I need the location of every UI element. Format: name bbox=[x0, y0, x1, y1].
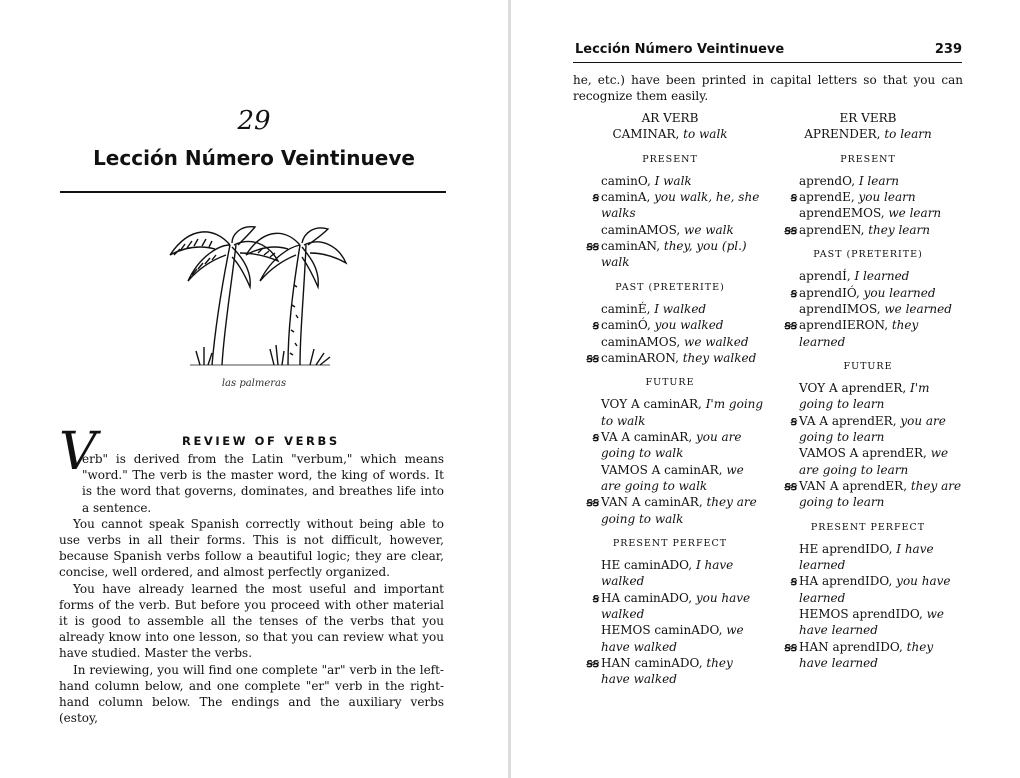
plural-marker: ꞩꞩ bbox=[784, 222, 797, 237]
infinitive-form: CAMINAR, bbox=[612, 127, 680, 142]
verb-gloss: I walked bbox=[654, 301, 707, 316]
verb-gloss: we have walked bbox=[601, 623, 744, 654]
infinitive-meaning: to learn bbox=[884, 127, 932, 142]
section-heading: REVIEW OF VERBS bbox=[182, 434, 340, 448]
verb-gloss: they learn bbox=[868, 222, 931, 237]
verb-infinitive bbox=[575, 126, 765, 142]
plural-marker: ꞩꞩ bbox=[784, 639, 797, 654]
palm-trees-illustration bbox=[160, 215, 350, 375]
tense-heading: PRESENT bbox=[840, 153, 896, 165]
verb-form: VAMOS A caminAR, bbox=[601, 462, 723, 477]
verb-gloss: I learn bbox=[858, 173, 899, 188]
conjugation-row bbox=[773, 639, 963, 672]
paragraph: You have already learned the most useful and important forms of the verb. But before you proceed with other material it is good to assemble all the tenses of the verbs that you already know into one lesson, so that you can review what you have studied. Master the verbs. bbox=[59, 581, 444, 661]
conjugation-row bbox=[575, 189, 765, 222]
verb-gloss: I'm going to learn bbox=[799, 381, 930, 412]
verb-gloss: they are going to walk bbox=[601, 495, 757, 526]
verb-form: aprendÍ, bbox=[799, 269, 851, 284]
conjugation-row bbox=[773, 478, 963, 511]
continuation-text: he, etc.) have been printed in capital letters so that you can recognize them easily. bbox=[573, 73, 963, 103]
verb-gloss: you have learned bbox=[799, 574, 951, 605]
verb-gloss: they, you (pl.) walk bbox=[601, 239, 747, 270]
header-rule bbox=[573, 62, 962, 63]
verb-form: VOY A caminAR, bbox=[601, 397, 702, 412]
verb-form: VOY A aprendER, bbox=[799, 381, 907, 396]
tense-heading: PRESENT bbox=[642, 153, 698, 165]
conjugation-row bbox=[773, 222, 963, 238]
tense-heading: PAST (PRETERITE) bbox=[615, 281, 725, 293]
running-head: Lección Número Veintinueve bbox=[575, 42, 785, 57]
infinitive-form: APRENDER, bbox=[804, 127, 881, 142]
plural-marker: ꞩ bbox=[592, 190, 599, 205]
verb-form: HE caminADO, bbox=[601, 558, 693, 573]
verb-gloss: I have walked bbox=[601, 558, 734, 589]
plural-marker: ꞩꞩ bbox=[586, 239, 599, 254]
verb-form: VAMOS A aprendER, bbox=[799, 446, 927, 461]
conjugation-row bbox=[773, 173, 963, 189]
conjugation-row bbox=[575, 396, 765, 429]
chapter-divider bbox=[60, 191, 446, 193]
tense-heading: FUTURE bbox=[645, 377, 695, 389]
verb-type-label: AR VERB bbox=[641, 111, 699, 125]
tense-heading: PRESENT PERFECT bbox=[612, 537, 728, 549]
plural-marker: ꞩꞩ bbox=[586, 495, 599, 510]
tense-heading: FUTURE bbox=[843, 360, 893, 372]
verb-gloss: they have learned bbox=[799, 639, 934, 670]
body-text bbox=[59, 451, 444, 726]
verb-form: caminÓ, bbox=[601, 318, 651, 333]
verb-form: aprendEMOS, bbox=[799, 206, 885, 221]
chapter-title: Lección Número Veintinueve bbox=[93, 146, 415, 170]
verb-gloss: I have learned bbox=[799, 541, 934, 573]
plural-marker: ꞩ bbox=[592, 318, 599, 333]
verb-gloss: we have learned bbox=[799, 607, 944, 638]
verb-type-label: ER VERB bbox=[839, 111, 897, 125]
verb-gloss: you have walked bbox=[601, 590, 751, 622]
verb-gloss: we are going to walk bbox=[601, 462, 744, 493]
verb-gloss: you walked bbox=[654, 318, 724, 333]
verb-form: aprendE, bbox=[799, 190, 855, 205]
verb-gloss: we learn bbox=[888, 206, 942, 221]
plural-marker: ꞩ bbox=[790, 574, 797, 589]
verb-form: HEMOS caminADO, bbox=[601, 623, 723, 638]
verb-form: HEMOS aprendIDO, bbox=[799, 607, 923, 622]
plural-marker: ꞩꞩ bbox=[784, 318, 797, 333]
verb-infinitive bbox=[773, 126, 963, 142]
verb-form: HA aprendIDO, bbox=[799, 574, 893, 589]
right-page bbox=[511, 0, 1020, 778]
verb-gloss: I'm going to walk bbox=[601, 397, 764, 428]
verb-gloss: I walk bbox=[654, 173, 692, 188]
verb-form: caminAN, bbox=[601, 239, 661, 254]
plural-marker: ꞩ bbox=[592, 590, 599, 605]
conjugation-row bbox=[773, 285, 963, 301]
plural-marker: ꞩꞩ bbox=[586, 655, 599, 670]
conjugation-row bbox=[773, 301, 963, 317]
verb-gloss: they have walked bbox=[601, 655, 733, 687]
conjugation-row bbox=[773, 380, 963, 413]
illustration-caption: las palmeras bbox=[221, 378, 287, 389]
verb-gloss: you are going to learn bbox=[799, 413, 946, 445]
verb-form: caminO, bbox=[601, 173, 651, 188]
verb-gloss: they walked bbox=[682, 350, 757, 365]
infinitive-meaning: to walk bbox=[683, 127, 728, 142]
verb-form: aprendEN, bbox=[799, 222, 865, 237]
conjugation-row bbox=[773, 268, 963, 284]
verb-form: VAN A caminAR, bbox=[601, 495, 703, 510]
conjugation-row bbox=[575, 557, 765, 590]
conjugation-row bbox=[773, 413, 963, 446]
conjugation-row bbox=[575, 494, 765, 527]
verb-form: caminARON, bbox=[601, 350, 679, 365]
conjugation-row bbox=[773, 317, 963, 350]
conjugation-row bbox=[773, 606, 963, 639]
er-verb-column bbox=[773, 110, 963, 671]
verb-form: HA caminADO, bbox=[601, 590, 693, 605]
verb-form: aprendIÓ, bbox=[799, 285, 860, 300]
plural-marker: ꞩ bbox=[790, 285, 797, 300]
plural-marker: ꞩꞩ bbox=[784, 478, 797, 493]
verb-gloss: they are going to learn bbox=[799, 478, 962, 510]
conjugation-row bbox=[575, 173, 765, 189]
verb-gloss: we walked bbox=[684, 334, 749, 349]
conjugation-row bbox=[575, 462, 765, 495]
verb-form: aprendO, bbox=[799, 173, 856, 188]
verb-form: caminA, bbox=[601, 190, 651, 205]
ar-verb-column bbox=[575, 110, 765, 688]
conjugation-row bbox=[575, 429, 765, 462]
tense-heading: PRESENT PERFECT bbox=[810, 521, 926, 533]
verb-gloss: you learned bbox=[863, 285, 936, 300]
conjugation-row bbox=[575, 301, 765, 317]
conjugation-row bbox=[575, 590, 765, 623]
plural-marker: ꞩꞩ bbox=[586, 350, 599, 365]
left-page bbox=[0, 0, 508, 778]
verb-gloss: we learned bbox=[884, 301, 952, 316]
conjugation-row bbox=[773, 541, 963, 574]
verb-form: VAN A aprendER, bbox=[799, 478, 908, 493]
plural-marker: ꞩ bbox=[592, 430, 599, 445]
verb-gloss: we are going to learn bbox=[799, 446, 949, 477]
verb-form: HAN caminADO, bbox=[601, 655, 703, 670]
verb-form: HE aprendIDO, bbox=[799, 541, 893, 556]
verb-form: aprendIMOS, bbox=[799, 301, 881, 316]
verb-gloss: they learned bbox=[799, 318, 919, 349]
drop-cap: V bbox=[59, 422, 97, 482]
conjugation-row bbox=[575, 622, 765, 655]
plural-marker: ꞩ bbox=[790, 413, 797, 428]
conjugation-row bbox=[773, 189, 963, 205]
paragraph: You cannot speak Spanish correctly without being able to use verbs in all their forms. This is not difficult, however, because Spanish verbs follow a beautiful logic; they are clear, concise, well ordered, and almost perfectly organized. bbox=[59, 516, 444, 580]
chapter-number: 29 bbox=[237, 106, 271, 136]
conjugation-row bbox=[773, 445, 963, 478]
paragraph: In reviewing, you will find one complete "ar" verb in the left-hand column below, and one complete "er" verb in the right-hand column below. The endings and the auxiliary verbs (estoy, bbox=[59, 662, 444, 726]
verb-gloss: you walk, he, she walks bbox=[601, 190, 760, 221]
conjugation-row bbox=[575, 317, 765, 333]
page-number: 239 bbox=[934, 42, 962, 57]
conjugation-row bbox=[773, 205, 963, 221]
conjugation-row bbox=[575, 238, 765, 271]
verb-form: caminAMOS, bbox=[601, 334, 681, 349]
plural-marker: ꞩ bbox=[790, 190, 797, 205]
verb-form: aprendIERON, bbox=[799, 318, 889, 333]
conjugation-row bbox=[773, 573, 963, 606]
verb-form: caminÉ, bbox=[601, 301, 651, 316]
verb-form: VA A aprendER, bbox=[799, 413, 897, 428]
conjugation-row bbox=[575, 655, 765, 688]
verb-gloss: you are going to walk bbox=[601, 430, 742, 461]
conjugation-row bbox=[575, 222, 765, 238]
verb-gloss: we walk bbox=[684, 222, 734, 237]
paragraph: erb" is derived from the Latin "verbum," which means "word." The verb is the master word, the king of words. It is the word that governs, dominates, and breathes life into a sentence. bbox=[82, 452, 444, 515]
verb-gloss: I learned bbox=[854, 269, 910, 284]
verb-form: VA A caminAR, bbox=[601, 430, 693, 445]
conjugation-row bbox=[575, 334, 765, 350]
verb-gloss: you learn bbox=[858, 190, 916, 205]
conjugation-row bbox=[575, 350, 765, 366]
verb-form: caminAMOS, bbox=[601, 222, 681, 237]
verb-form: HAN aprendIDO, bbox=[799, 639, 903, 654]
tense-heading: PAST (PRETERITE) bbox=[813, 249, 923, 261]
